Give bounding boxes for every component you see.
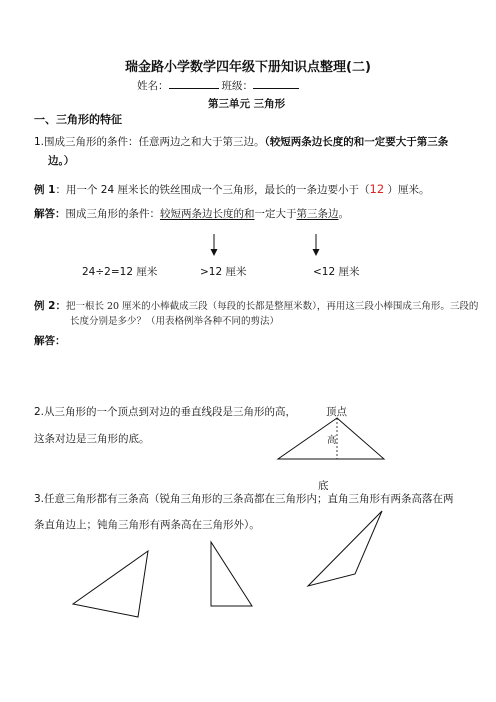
- calc-3: <12 厘米: [313, 266, 360, 278]
- calc-2: >12 厘米: [200, 266, 247, 278]
- solution-1-part1: 较短两条边长度的和: [160, 208, 255, 220]
- point-2-line1: 2.从三角形的一个顶点到对边的垂直线段是三角形的高，: [34, 406, 297, 418]
- solution-1-end: 。: [338, 208, 349, 220]
- vertex-label: 顶点: [326, 406, 347, 418]
- right-triangle: [211, 542, 252, 606]
- calc-1: 24÷2=12 厘米: [82, 266, 158, 278]
- solution-1-label: 解答：: [34, 208, 66, 220]
- example-2-line1: 把一根长 20 厘米的小棒截成三段（每段的长都是整厘米数），再用这三段小棒围成三角形。三段的: [65, 301, 479, 312]
- example-1-text: ：用一个 24 厘米长的铁丝围成一个三角形，最长的一条边要小于（: [55, 184, 370, 196]
- obtuse-triangle: [308, 511, 382, 586]
- solution-2-label: 解答：: [34, 335, 66, 347]
- solution-1-middle: 一定大于: [254, 208, 297, 220]
- point-3-line1: 3.任意三角形都有三条高（锐角三角形的三条高都在三角形内；直角三角形有两条高落在两: [34, 493, 454, 505]
- section-heading-1: 一、三角形的特征: [34, 113, 122, 126]
- example-2-line2: 长度分别是多少？（用表格例举各种不同的剪法）: [70, 316, 280, 327]
- name-label: 姓名：: [137, 80, 169, 92]
- point-1-text: 1.围成三角形的条件：任意两边之和大于第三边。: [34, 136, 265, 148]
- point-1-note-cont: 边。）: [48, 155, 75, 167]
- point-2-line2: 这条对边是三角形的底。: [34, 433, 150, 445]
- acute-triangle: [73, 551, 148, 617]
- solution-1-prefix: 围成三角形的条件：: [65, 208, 160, 220]
- page-title: 瑞金路小学数学四年级下册知识点整理(二): [125, 60, 371, 75]
- example-1-text-end: ）厘米。: [384, 184, 430, 196]
- solution-1-part2: 第三条边: [296, 208, 339, 220]
- point-1-note: （较短两条边长度的和一定要大于第三条: [264, 136, 449, 148]
- unit-title: 第三单元 三角形: [208, 98, 286, 110]
- base-label: 底: [318, 480, 329, 492]
- example-1-answer: 12: [369, 182, 385, 196]
- example-2-label: 例 2：: [34, 300, 66, 312]
- example-1-label: 例 1: [34, 184, 56, 196]
- height-label: 高: [327, 435, 337, 446]
- class-label: 班级：: [221, 80, 253, 92]
- point-3-line2: 条直角边上；钝角三角形有两条高在三角形外）。: [34, 519, 260, 531]
